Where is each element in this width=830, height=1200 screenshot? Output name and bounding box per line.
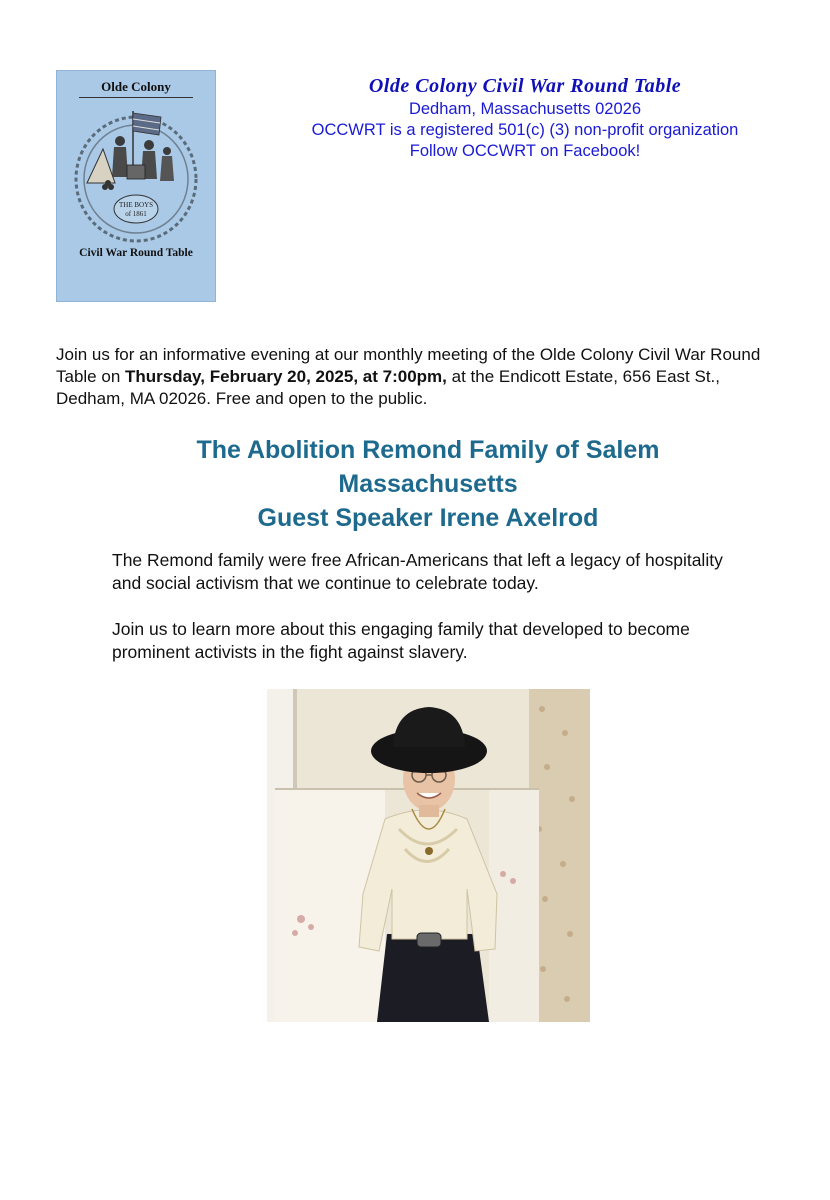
intro-text-after: at the Endicott Estate, 656 East St., Dedham, MA 02026. Free and open to the public. (56, 367, 720, 408)
guest-speaker: Guest Speaker Irene Axelrod (257, 504, 599, 532)
meeting-intro-paragraph (56, 344, 786, 410)
organization-logo (56, 70, 216, 302)
wreath-emblem-icon (65, 99, 207, 247)
logo-bottom-title: Civil War Round Table (79, 247, 193, 259)
logo-badge-line1: THE BOYS (118, 201, 154, 209)
logo-top-title: Olde Colony (101, 79, 171, 94)
event-description (112, 549, 752, 687)
description-paragraph-1: The Remond family were free African-Americans that left a legacy of hospitality and social activism that we continue to celebrate today. (112, 550, 723, 593)
organization-header (230, 76, 820, 162)
organization-name: Olde Colony Civil War Round Table (368, 75, 682, 97)
facebook-follow-text: Follow OCCWRT on Facebook! (409, 142, 641, 160)
event-title-line1: The Abolition Remond Family of Salem (196, 436, 660, 464)
nonprofit-status: OCCWRT is a registered 501(c) (3) non-profit organization (311, 121, 739, 139)
meeting-date-time: Thursday, February 20, 2025, at 7:00pm, (125, 367, 447, 386)
event-title-line2: Massachusetts (338, 470, 518, 498)
logo-rule (79, 97, 193, 98)
description-paragraph-2: Join us to learn more about this engaging family that developed to become prominent activists in the fight against slavery. (112, 619, 690, 662)
logo-badge-line2: of 1861 (125, 210, 147, 218)
event-title (100, 433, 756, 535)
intro-text-before: Join us for an informative evening at our monthly meeting of the Olde Colony Civil War Round Table on (56, 345, 761, 386)
speaker-photo (267, 689, 590, 1022)
organization-address: Dedham, Massachusetts 02026 (408, 100, 642, 118)
